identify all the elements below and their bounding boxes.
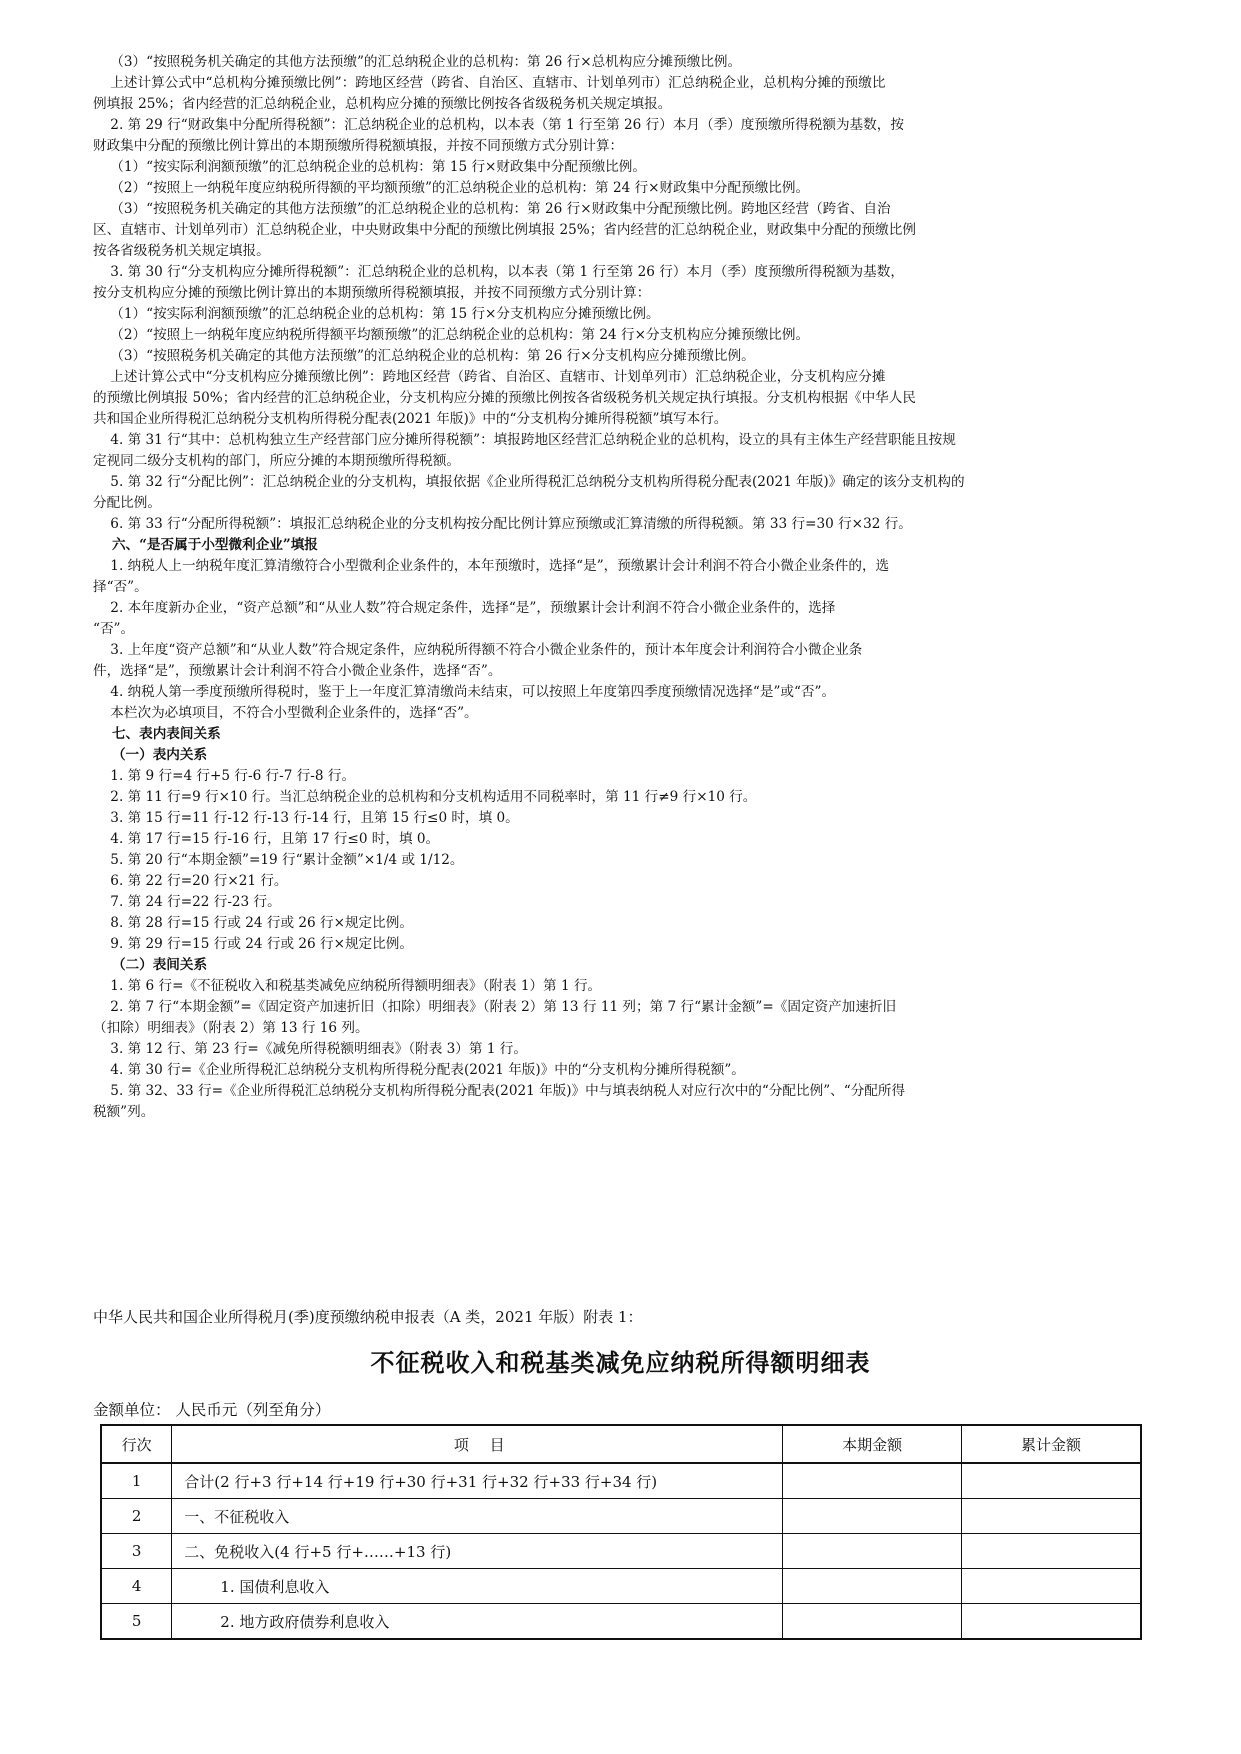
- table-row: [101, 1604, 1141, 1640]
- row-number: 4: [101, 1569, 172, 1604]
- text-line: （3）“按照税务机关确定的其他方法预缴”的汇总纳税企业的总机构：第 26 行×财政集中分配预缴比例。跨地区经营（跨省、自治: [93, 201, 891, 217]
- text-line: 2. 本年度新办企业，“资产总额”和“从业人数”符合规定条件，选择“是”，预缴累计会计利润不符合小微企业条件的，选择: [93, 600, 836, 616]
- table-row: [101, 1499, 1141, 1534]
- text-line: 1. 纳税人上一纳税年度汇算清缴符合小型微利企业条件的，本年预缴时，选择“是”，预缴累计会计利润不符合小微企业条件的，选: [93, 558, 890, 574]
- subsection-heading: （一）表内关系: [93, 747, 208, 763]
- row-number: 1: [101, 1463, 172, 1499]
- text-line: 8. 第 28 行=15 行或 24 行或 26 行×规定比例。: [93, 915, 413, 931]
- text-line: 1. 第 6 行=《不征税收入和税基类减免应纳税所得额明细表》（附表 1）第 1 行。: [93, 978, 602, 994]
- accumulated-amount-cell[interactable]: [962, 1499, 1141, 1534]
- text-line: 区、直辖市、计划单列市）汇总纳税企业，中央财政集中分配的预缴比例填报 25%；省内经营的汇总纳税企业，财政集中分配的预缴比例: [93, 222, 916, 238]
- row-number: 2: [101, 1499, 172, 1534]
- text-line: 2. 第 7 行“本期金额”=《固定资产加速折旧（扣除）明细表》（附表 2）第 13 行 11 列；第 7 行“累计金额”=《固定资产加速折旧: [93, 999, 897, 1015]
- text-line: 5. 第 20 行“本期金额”=19 行“累计金额”×1/4 或 1/12。: [93, 852, 464, 868]
- text-line: 4. 第 30 行=《企业所得税汇总纳税分支机构所得税分配表(2021 年版)》中的“分支机构分摊所得税额”。: [93, 1062, 745, 1078]
- current-amount-cell[interactable]: [783, 1569, 962, 1604]
- text-line: 上述计算公式中“总机构分摊预缴比例”：跨地区经营（跨省、自治区、直辖市、计划单列市）汇总纳税企业，总机构分摊的预缴比: [93, 75, 886, 91]
- text-line: 择“否”。: [93, 579, 148, 595]
- text-line: 5. 第 32、33 行=《企业所得税汇总纳税分支机构所得税分配表(2021 年版)》中与填表纳税人对应行次中的“分配比例”、“分配所得: [93, 1083, 906, 1099]
- row-item: 二、免税收入(4 行+5 行+……+13 行): [172, 1534, 783, 1569]
- col-header-current-amount: 本期金额: [783, 1425, 962, 1463]
- text-line: 3. 上年度“资产总额”和“从业人数”符合规定条件，应纳税所得额不符合小微企业条件的，预计本年度会计利润符合小微企业条: [93, 642, 863, 658]
- text-line: （1）“按实际利润额预缴”的汇总纳税企业的总机构：第 15 行×分支机构应分摊预缴比例。: [93, 306, 660, 322]
- col-header-accumulated-amount: 累计金额: [962, 1425, 1141, 1463]
- table-row: [101, 1463, 1141, 1499]
- text-line: 定视同二级分支机构的部门，所应分摊的本期预缴所得税额。: [93, 453, 461, 469]
- text-line: 税额”列。: [93, 1104, 155, 1120]
- text-line: 7. 第 24 行=22 行-23 行。: [93, 894, 281, 910]
- text-line: （2）“按照上一纳税年度应纳税所得额平均额预缴”的汇总纳税企业的总机构：第 24 行×分支机构应分摊预缴比例。: [93, 327, 810, 343]
- text-line: 4. 纳税人第一季度预缴所得税时，鉴于上一年度汇算清缴尚未结束，可以按照上年度第四季度预缴情况选择“是”或“否”。: [93, 684, 836, 700]
- row-number: 5: [101, 1604, 172, 1640]
- current-amount-cell[interactable]: [783, 1534, 962, 1569]
- text-line: （扣除）明细表》（附表 2）第 13 行 16 列。: [93, 1020, 369, 1036]
- text-line: 2. 第 11 行=9 行×10 行。当汇总纳税企业的总机构和分支机构适用不同税率时，第 11 行≠9 行×10 行。: [93, 789, 757, 805]
- text-line: （1）“按实际利润额预缴”的汇总纳税企业的总机构：第 15 行×财政集中分配预缴比例。: [93, 159, 646, 175]
- current-amount-cell[interactable]: [783, 1463, 962, 1499]
- amount-unit: 金额单位： 人民币元（列至角分）: [93, 1401, 331, 1419]
- table-row: [101, 1569, 1141, 1604]
- text-line: 按分支机构应分摊的预缴比例计算出的本期预缴所得税额填报，并按不同预缴方式分别计算：: [93, 285, 651, 301]
- section-heading: 六、“是否属于小型微利企业”填报: [93, 537, 318, 553]
- text-line: 4. 第 17 行=15 行-16 行，且第 17 行≤0 时，填 0。: [93, 831, 440, 847]
- current-amount-cell[interactable]: [783, 1499, 962, 1534]
- row-item: 合计(2 行+3 行+14 行+19 行+30 行+31 行+32 行+33 行+34 行): [172, 1463, 783, 1499]
- text-line: 的预缴比例填报 50%；省内经营的汇总纳税企业，分支机构应分摊的预缴比例按各省级税务机关规定执行填报。分支机构根据《中华人民: [93, 390, 916, 406]
- row-item: 1. 国债利息收入: [172, 1569, 783, 1604]
- text-line: 上述计算公式中“分支机构应分摊预缴比例”：跨地区经营（跨省、自治区、直辖市、计划单列市）汇总纳税企业，分支机构应分摊: [93, 369, 886, 385]
- detail-table: [100, 1424, 1142, 1640]
- text-line: 分配比例。: [93, 495, 161, 511]
- current-amount-cell[interactable]: [783, 1604, 962, 1640]
- text-line: （2）“按照上一纳税年度应纳税所得额的平均额预缴”的汇总纳税企业的总机构：第 24 行×财政集中分配预缴比例。: [93, 180, 810, 196]
- text-line: （3）“按照税务机关确定的其他方法预缴”的汇总纳税企业的总机构：第 26 行×总机构应分摊预缴比例。: [93, 54, 742, 70]
- text-line: 6. 第 22 行=20 行×21 行。: [93, 873, 288, 889]
- subsection-heading: （二）表间关系: [93, 957, 208, 973]
- form-caption: 中华人民共和国企业所得税月(季)度预缴纳税申报表（A 类，2021 年版）附表 1：: [93, 1308, 643, 1326]
- text-line: 本栏次为必填项目，不符合小型微利企业条件的，选择“否”。: [93, 705, 478, 721]
- text-line: “否”。: [93, 621, 135, 637]
- text-line: 3. 第 15 行=11 行-12 行-13 行-14 行，且第 15 行≤0 时，填 0。: [93, 810, 519, 826]
- text-line: 2. 第 29 行“财政集中分配所得税额”：汇总纳税企业的总机构，以本表（第 1 行至第 26 行）本月（季）度预缴所得税额为基数，按: [93, 117, 904, 133]
- text-line: 例填报 25%；省内经营的汇总纳税企业，总机构应分摊的预缴比例按各省级税务机关规定填报。: [93, 96, 672, 112]
- text-line: 4. 第 31 行“其中：总机构独立生产经营部门应分摊所得税额”：填报跨地区经营汇总纳税企业的总机构，设立的具有主体生产经营职能且按规: [93, 432, 956, 448]
- text-line: 件，选择“是”，预缴累计会计利润不符合小微企业条件，选择“否”。: [93, 663, 502, 679]
- accumulated-amount-cell[interactable]: [962, 1463, 1141, 1499]
- col-header-row-no: 行次: [101, 1425, 172, 1463]
- accumulated-amount-cell[interactable]: [962, 1604, 1141, 1640]
- accumulated-amount-cell[interactable]: [962, 1534, 1141, 1569]
- section-heading: 七、表内表间关系: [93, 726, 221, 742]
- accumulated-amount-cell[interactable]: [962, 1569, 1141, 1604]
- row-number: 3: [101, 1534, 172, 1569]
- page-title: 不征税收入和税基类减免应纳税所得额明细表: [370, 1349, 871, 1377]
- text-line: 3. 第 30 行“分支机构应分摊所得税额”：汇总纳税企业的总机构，以本表（第 1 行至第 26 行）本月（季）度预缴所得税额为基数，: [93, 264, 904, 280]
- text-line: 9. 第 29 行=15 行或 24 行或 26 行×规定比例。: [93, 936, 413, 952]
- text-line: 财政集中分配的预缴比例计算出的本期预缴所得税额填报，并按不同预缴方式分别计算：: [93, 138, 624, 154]
- row-item: 2. 地方政府债券利息收入: [172, 1604, 783, 1640]
- text-line: 共和国企业所得税汇总纳税分支机构所得税分配表(2021 年版)》中的“分支机构分摊所得税额”填写本行。: [93, 411, 728, 427]
- text-line: 6. 第 33 行“分配所得税额”：填报汇总纳税企业的分支机构按分配比例计算应预缴或汇算清缴的所得税额。第 33 行=30 行×32 行。: [93, 516, 912, 532]
- text-line: （3）“按照税务机关确定的其他方法预缴”的汇总纳税企业的总机构：第 26 行×分支机构应分摊预缴比例。: [93, 348, 755, 364]
- text-line: 1. 第 9 行=4 行+5 行-6 行-7 行-8 行。: [93, 768, 356, 784]
- text-line: 5. 第 32 行“分配比例”：汇总纳税企业的分支机构，填报依据《企业所得税汇总纳税分支机构所得税分配表(2021 年版)》确定的该分支机构的: [93, 474, 965, 490]
- row-item: 一、不征税收入: [172, 1499, 783, 1534]
- text-line: 3. 第 12 行、第 23 行=《减免所得税额明细表》（附表 3）第 1 行。: [93, 1041, 527, 1057]
- text-line: 按各省级税务机关规定填报。: [93, 243, 270, 259]
- table-row: [101, 1534, 1141, 1569]
- col-header-item: 项 目: [172, 1425, 783, 1463]
- table-header-row: [101, 1425, 1141, 1463]
